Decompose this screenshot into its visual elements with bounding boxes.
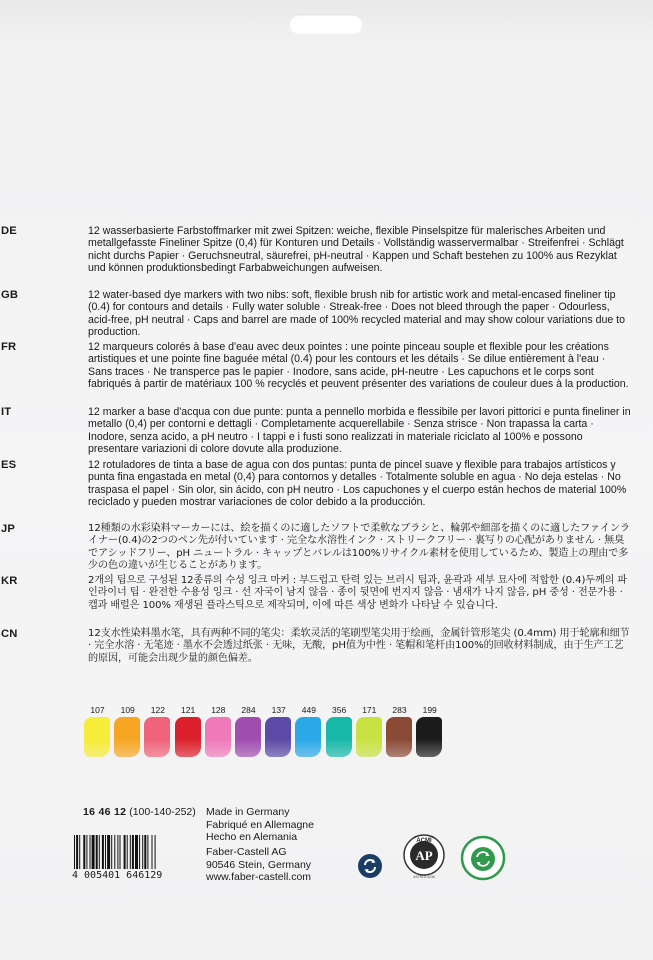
barcode-bar <box>90 835 91 869</box>
barcode-bar <box>105 835 106 869</box>
swatch-171 <box>356 704 383 716</box>
language-code: KR <box>1 575 18 587</box>
barcode-bar <box>139 835 140 869</box>
swatch-number: 122 <box>150 705 165 715</box>
description-text: 12支水性染料墨水笔，具有两种不同的笔尖：柔软灵活的笔刷型笔尖用于绘画，金属针管形笔尖 (0.4mm) 用于轮廓和细节 · 完全水溶 · 无笔迹 · 墨水不会透过纸张 · 无味，无酸，pH值为中性 · 笔帽和笔杆由100%的回收材料制成，由于生产工艺的原因，可能会出现少量的颜色偏差。 <box>88 628 630 664</box>
swatch-color <box>265 717 291 757</box>
barcode-bar <box>76 835 78 869</box>
hang-hole <box>289 14 363 34</box>
company-address <box>206 846 311 884</box>
barcode-bar <box>144 835 146 869</box>
seal-acmi-text: ACMI <box>416 838 432 844</box>
product-code <box>83 806 196 818</box>
barcode-bar <box>127 835 128 869</box>
language-code: CN <box>1 628 18 640</box>
barcode-bar <box>130 835 131 869</box>
barcode-bar <box>147 835 148 869</box>
language-code: DE <box>1 225 17 237</box>
description-text: 12 marqueurs colorés à base d'eau avec deux pointes : une pointe pinceau souple et flexible pour les créations artistiques et une pointe fine baguée métal (0.4) pour les contours et les détails · Se dilue entièrement à l'eau · Sans traces · Ne transperce pas le papier · Inodore, sans acide, pH-neutre · Les capuchons et le corps sont fabriqués à partir de matériaux 100 % recyclés et peuvent présenter des variations de couleur dues à la production. <box>88 341 629 390</box>
description-es <box>1 459 631 508</box>
swatch-number: 107 <box>90 705 105 715</box>
seal-ap-text: AP <box>415 848 433 863</box>
barcode-bar <box>114 835 115 869</box>
swatch-color <box>235 717 261 757</box>
description-jp <box>1 523 631 573</box>
made-in-fr: Fabriqué en Allemagne <box>206 818 314 831</box>
swatch-color <box>205 717 231 757</box>
swatch-356 <box>326 704 353 716</box>
description-text: 12 marker a base d'acqua con due punte: punta a pennello morbida e flessibile per lavori pittorici e punta fineliner in metallo (0,4) per contorni e dettagli · Completamente acquerellabile · Senza strisce · Non trapassa la carta · Inodore, senza acido, a pH neutro · I tappi e i fusti sono realizzati in materiale riciclato al 100% e possono presentare variazioni di colore dovute alla produzione. <box>88 406 631 455</box>
barcode-bar <box>99 835 100 869</box>
acmi-ap-seal-icon <box>402 833 446 884</box>
description-text: 2개의 팁으로 구성된 12종류의 수성 잉크 마커 : 부드럽고 탄력 있는 브러시 팁과, 윤곽과 세부 묘사에 적합한 (0.4)두께의 파인라이너 팁 · 완전한 수용성 잉크 · 선 자국이 남지 않음 · 종이 뒷면에 번지지 않음 · 냄새가 나지 않음, pH 중성 · 전문가용 · 캡과 배럴은 100% 재생된 플라스틱으로 제작되며, 이에 따른 색상 변화가 나타날 수 있습니다. <box>88 575 628 611</box>
language-code: ES <box>1 459 17 471</box>
barcode-bar <box>142 835 143 869</box>
language-code: JP <box>1 523 16 535</box>
swatch-number: 137 <box>271 705 286 715</box>
swatch-color <box>386 717 412 757</box>
recycle-loop-icon <box>357 853 383 884</box>
language-code: FR <box>1 341 17 353</box>
language-code: IT <box>1 406 12 418</box>
made-in-es: Hecho en Alemania <box>206 831 298 843</box>
swatch-449 <box>295 704 322 716</box>
barcode-bar <box>79 835 80 869</box>
description-kr <box>1 575 631 612</box>
swatch-128 <box>205 704 232 716</box>
swatch-number: 121 <box>181 705 196 715</box>
swatch-137 <box>265 704 292 716</box>
swatch-color <box>356 717 382 757</box>
barcode <box>72 835 190 869</box>
swatch-109 <box>114 704 141 716</box>
swatch-color <box>144 717 170 757</box>
company-city: 90546 Stein, Germany <box>206 858 312 871</box>
barcode-bar <box>132 835 134 869</box>
swatch-number: 171 <box>362 705 377 715</box>
description-fr <box>1 341 631 390</box>
swatch-color <box>175 717 201 757</box>
barcode-bar <box>135 835 138 869</box>
swatch-107 <box>84 704 111 716</box>
description-text: 12 water-based dye markers with two nibs: soft, flexible brush nib for artistic work and metal-encased fineliner tip (0.4) for contours and details · Fully water soluble · Streak-free · Does not bleed through the paper · Odourless, acid-free, pH neutral · Caps and barrel are made of 100% recycled material and may show colour variations due to production. <box>88 289 626 338</box>
barcode-bar <box>152 835 153 869</box>
swatch-283 <box>386 704 413 716</box>
barcode-bar <box>111 835 112 869</box>
swatch-color <box>326 717 352 757</box>
article-number: 16 46 12 <box>83 806 127 818</box>
swatch-color <box>295 717 321 757</box>
barcode-bar <box>107 835 110 869</box>
barcode-bar <box>124 835 126 869</box>
barcode-bar <box>117 835 118 869</box>
swatch-number: 449 <box>301 705 316 715</box>
swatch-color <box>84 717 110 757</box>
swatch-199 <box>416 704 443 716</box>
swatch-color <box>416 717 442 757</box>
barcode-bar <box>155 835 156 869</box>
certified-packaging-icon <box>460 835 506 886</box>
seal-astm-text: ASTM D-4236 <box>413 875 435 879</box>
language-code: GB <box>1 289 19 301</box>
description-cn <box>1 628 631 665</box>
company-website: www.faber-castell.com <box>206 871 312 883</box>
made-in-en: Made in Germany <box>206 806 290 818</box>
barcode-bar <box>102 835 104 869</box>
swatch-number: 128 <box>211 705 226 715</box>
swatch-number: 284 <box>241 705 256 715</box>
barcode-bar <box>92 835 95 869</box>
swatch-284 <box>235 704 262 716</box>
description-de <box>1 225 631 274</box>
barcode-number: 4 005401 646129 <box>72 870 163 881</box>
company-name: Faber-Castell AG <box>206 846 287 858</box>
barcode-bar <box>86 835 87 869</box>
swatch-color <box>114 717 140 757</box>
description-text: 12 wasserbasierte Farbstoffmarker mit zwei Spitzen: weiche, flexible Pinselspitze für malerisches Arbeiten und metallgefasste Fineliner Spitze (0,4) für Konturen und Details · Vollständig wasservermalbar · Streifenfrei · Schlägt nicht durchs Papier · Geruchsneutral, säurefrei, pH-neutral · Kappen und Schaft bestehen zu 100% aus Rezyklat und können produktionsbedingt Farbabweichungen aufweisen. <box>88 225 624 274</box>
article-reference: (100-140-252) <box>129 806 196 818</box>
swatch-number: 283 <box>392 705 407 715</box>
barcode-bar <box>96 835 98 869</box>
description-gb <box>1 289 631 338</box>
swatch-121 <box>175 704 202 716</box>
barcode-bar <box>74 835 75 869</box>
description-text: 12種類の水彩染料マーカーには、絵を描くのに適したソフトで柔軟なブラシと、輪郭や細部を描くのに適したファインライナー(0.4)の2つのペン先が付いています · 完全な水溶性インク · ストリークフリー · 裏写りの心配がありません · 無臭でアシッドフリー、pH ニュートラル · キャップとバレルは100%リサイクル素材を使用しているため、製造上の理由で多少の色の違いが生じることがあります。 <box>88 523 630 572</box>
swatch-122 <box>144 704 171 716</box>
swatch-number: 109 <box>120 705 135 715</box>
swatch-number: 356 <box>332 705 347 715</box>
color-swatches <box>84 704 454 764</box>
barcode-bar <box>120 835 121 869</box>
description-text: 12 rotuladores de tinta a base de agua con dos puntas: punta de pincel suave y flexible para trabajos artísticos y punta fina engastada en metal (0,4) para contornos y detalles · Totalmente soluble en agua · No deja estelas · No traspasa el papel · Sin olor, sin ácido, con pH neutro · Los capuchones y el cuerpo están hechos de material 100% reciclado y pueden mostrar variaciones de color debido a la producción. <box>88 459 627 508</box>
made-in-block <box>206 806 314 844</box>
swatch-number: 199 <box>422 705 437 715</box>
barcode-bar <box>83 835 85 869</box>
description-it <box>1 406 631 455</box>
